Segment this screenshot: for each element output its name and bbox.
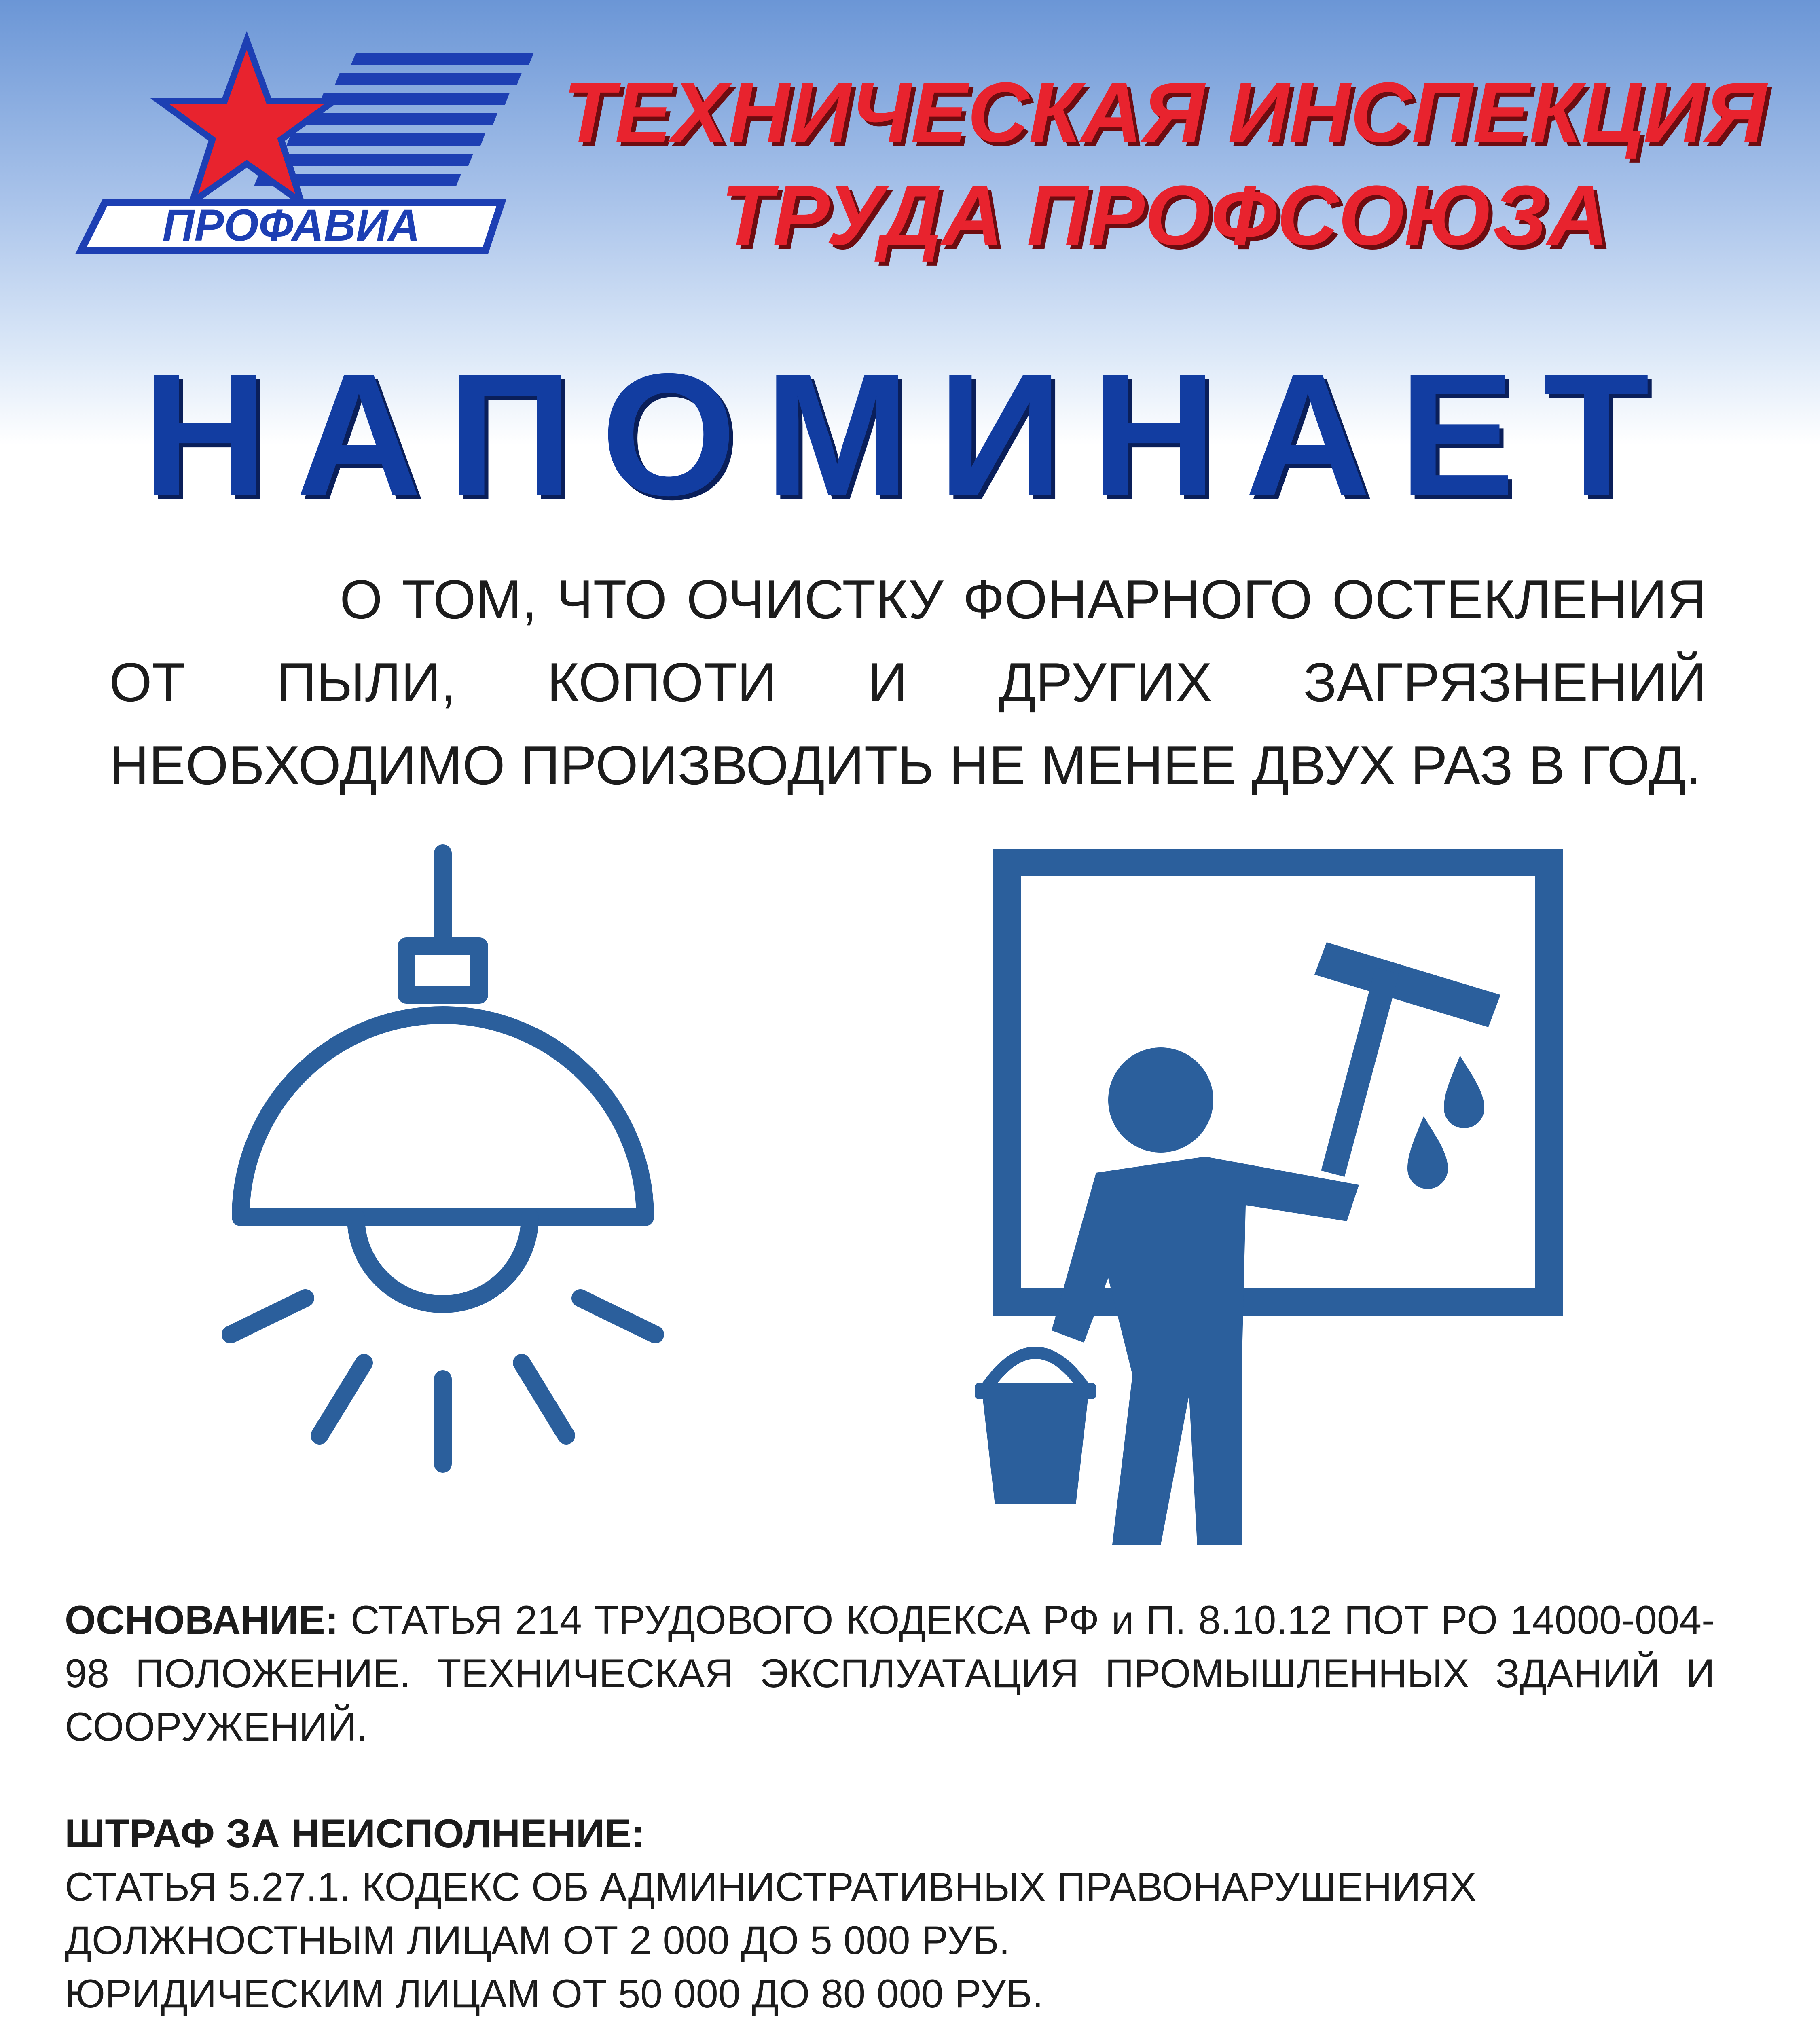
basis-text: СТАТЬЯ 214 ТРУДОВОГО КОДЕКСА РФ и П. 8.10.12 ПОТ РО 14000-004-98 ПОЛОЖЕНИЕ. ТЕХНИЧЕСКАЯ ЭКСПЛУАТАЦИЯ ПРОМЫШЛЕННЫХ ЗДАНИЙ И СООРУЖЕНИЙ. [65, 1597, 1715, 1749]
fine-line: СТАТЬЯ 5.27.1. КОДЕКС ОБ АДМИНИСТРАТИВНЫХ ПРАВОНАРУШЕНИЯХ [65, 1864, 1477, 1909]
logo-text: ПРОФАВИА [162, 201, 420, 250]
ceiling-lamp-icon [210, 841, 675, 1488]
fine-line: ЮРИДИЧЕСКИМ ЛИЦАМ ОТ 50 000 ДО 80 000 РУБ. [65, 1971, 1043, 2016]
intro-text: О ТОМ, ЧТО ОЧИСТКУ ФОНАРНОГО ОСТЕКЛЕНИЯ ОТ ПЫЛИ, КОПОТИ И ДРУГИХ ЗАГРЯЗНЕНИЙ НЕОБХОДИМО ПРОИЗВОДИТЬ НЕ МЕНЕЕ ДВУХ РАЗ В ГОД. [109, 569, 1707, 796]
basis-label: ОСНОВАНИЕ: [65, 1597, 339, 1642]
legal-section [65, 1593, 1715, 2022]
profavia-logo [57, 24, 542, 275]
headline: НАПОМИНАЕТ [142, 338, 1678, 532]
header-title [558, 61, 1771, 267]
fine-label: ШТРАФ ЗА НЕИСПОЛНЕНИЕ: [65, 1811, 645, 1856]
fine-line: ДОЛЖНОСТНЫМ ЛИЦАМ ОТ 2 000 ДО 5 000 РУБ. [65, 1918, 1010, 1963]
header-title-line2: ТРУДА ПРОФСОЮЗА [721, 168, 1609, 263]
window-cleaner-icon [963, 849, 1589, 1557]
basis-paragraph [65, 1593, 1715, 1753]
intro-paragraph [109, 558, 1707, 807]
header-title-line1: ТЕХНИЧЕСКАЯ ИНСПЕКЦИЯ [563, 65, 1767, 160]
fine-block [65, 1807, 1715, 2020]
